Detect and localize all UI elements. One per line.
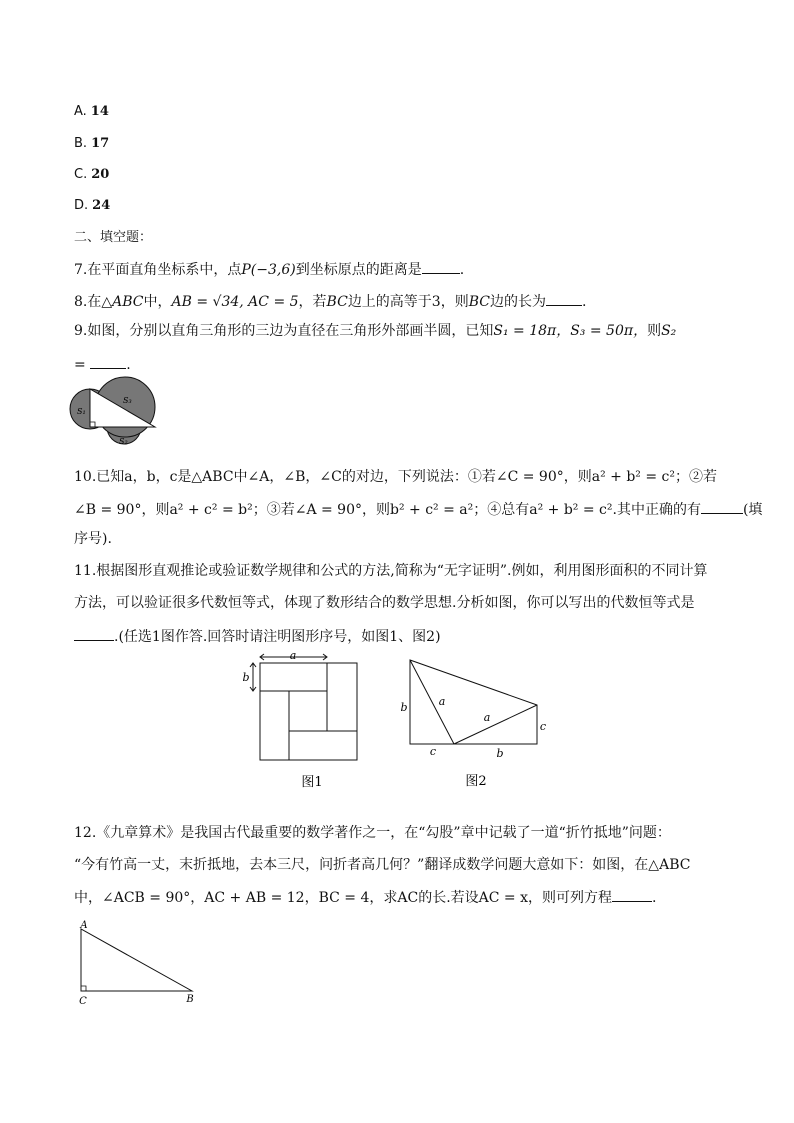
- question-9-line2: [74, 354, 131, 374]
- trapezoid: [410, 660, 537, 744]
- figure-1: [238, 646, 368, 788]
- choice-value: 20: [91, 167, 110, 182]
- vertex-c: C: [79, 996, 87, 1007]
- q7-point: P(−3,6): [241, 262, 296, 278]
- q8-triangle: ABC: [112, 294, 144, 310]
- q9-end: .: [126, 357, 131, 373]
- choice-a[interactable]: [74, 103, 109, 121]
- question-12: 12.《九章算术》是我国古代最重要的数学著作之一，在“勾股”章中记载了一道“折竹抵地”问题：: [74, 825, 671, 841]
- q12-text: 中，∠ACB = 90°，AC + AB = 12，BC = 4，求AC的长.若设AC = x，则可列方程: [74, 890, 613, 906]
- question-11-line2: 方法，可以验证很多代数恒等式，体现了数形结合的数学思想.分析如图，你可以写出的代数恒等式是: [74, 595, 695, 611]
- label-c: c: [539, 720, 547, 733]
- vertex-a: A: [80, 920, 88, 931]
- label-s1: S₁: [77, 407, 86, 416]
- choice-letter: A.: [74, 104, 87, 119]
- answer-blank[interactable]: [612, 887, 652, 902]
- q9-s1: S₁ = 18π，: [493, 323, 571, 339]
- semicircles-figure: [68, 376, 160, 452]
- choice-c[interactable]: [74, 166, 109, 184]
- q9-text: 则: [647, 323, 662, 339]
- q8-ab: AB = √34,: [171, 294, 244, 310]
- triangle-abc: [81, 929, 192, 991]
- q12-end: .: [652, 890, 657, 906]
- choice-value: 24: [92, 198, 111, 213]
- label-s2: S₂: [119, 437, 128, 446]
- q8-text: 边上的高等于3，则: [347, 294, 469, 310]
- figure-2-caption: 图2: [465, 774, 487, 788]
- choice-value: 17: [91, 136, 110, 151]
- question-10-line2: [74, 499, 762, 519]
- q8-text: 边的长为: [490, 294, 546, 310]
- outer-square: [260, 663, 357, 760]
- q8-bc: BC: [326, 294, 348, 310]
- answer-blank[interactable]: [701, 499, 743, 514]
- choice-d[interactable]: [74, 197, 110, 215]
- answer-blank[interactable]: [546, 291, 582, 306]
- label-a: a: [438, 695, 446, 708]
- question-12-line2: “今有竹高一丈，末折抵地，去本三尺，问折者高几何？”翻译成数学问题大意如下：如图，在△ABC: [74, 857, 691, 873]
- label-b: b: [242, 671, 250, 684]
- label-b: b: [496, 747, 504, 760]
- q8-end: .: [582, 294, 587, 310]
- q9-text: 9.如图，分别以直角三角形的三边为直径在三角形外部画半圆，已知: [74, 323, 494, 339]
- choice-letter: B.: [74, 136, 88, 151]
- answer-blank[interactable]: [90, 354, 126, 369]
- q8-text: 8.在△: [74, 294, 113, 310]
- question-11: 11.根据图形直观推论或验证数学规律和公式的方法,简称为“无字证明”.例如，利用图形面积的不同计算: [74, 563, 708, 579]
- choice-letter: C.: [74, 167, 88, 182]
- q7-end: .: [459, 262, 465, 278]
- triangle-abc-figure: [70, 916, 206, 1008]
- q11-text: .(任选1图作答.回答时请注明图形序号，如图1、图2): [114, 629, 441, 645]
- question-7: [74, 259, 464, 279]
- right-angle-mark: [81, 986, 86, 991]
- question-10: 10.已知a，b，c是△ABC中∠A，∠B，∠C的对边，下列说法：①若∠C = 90°，则a² + b² = c²；②若: [74, 469, 717, 485]
- q9-s2: S₂: [661, 323, 677, 339]
- q9-eq: =: [74, 357, 91, 373]
- section-heading: 二、填空题：: [74, 230, 153, 245]
- question-8: [74, 291, 586, 311]
- q10-text: ∠B = 90°，则a² + c² = b²；③若∠A = 90°，则b² + c² = a²；④总有a² + b² = c².其中正确的有: [74, 502, 701, 518]
- question-9: [74, 322, 676, 340]
- q8-text: 中，: [143, 294, 172, 310]
- q7-text: 到坐标原点的距离是: [295, 262, 422, 278]
- answer-blank[interactable]: [422, 259, 460, 274]
- label-c: c: [429, 745, 437, 758]
- label-s3: S₃: [123, 396, 132, 405]
- question-11-line3: [74, 626, 441, 646]
- label-a: a: [289, 649, 297, 662]
- q8-bc: BC: [468, 294, 490, 310]
- vertex-b: B: [186, 994, 194, 1005]
- figure-1-caption: 图1: [301, 775, 323, 788]
- choice-value: 14: [90, 104, 109, 119]
- q8-text: ，若: [298, 294, 327, 310]
- question-12-line3: [74, 887, 656, 907]
- figure-2: [396, 655, 556, 788]
- label-b: b: [400, 701, 408, 714]
- q8-ac: AC = 5: [248, 294, 299, 310]
- choice-letter: D.: [74, 198, 89, 213]
- question-10-line3: 序号).: [74, 531, 112, 547]
- q10-text: (填: [742, 502, 763, 518]
- q7-text: 7.在平面直角坐标系中，点: [74, 262, 242, 278]
- answer-blank[interactable]: [74, 626, 114, 641]
- label-a: a: [483, 711, 491, 724]
- q9-s3: S₃ = 50π，: [570, 323, 648, 339]
- choice-b[interactable]: [74, 135, 109, 153]
